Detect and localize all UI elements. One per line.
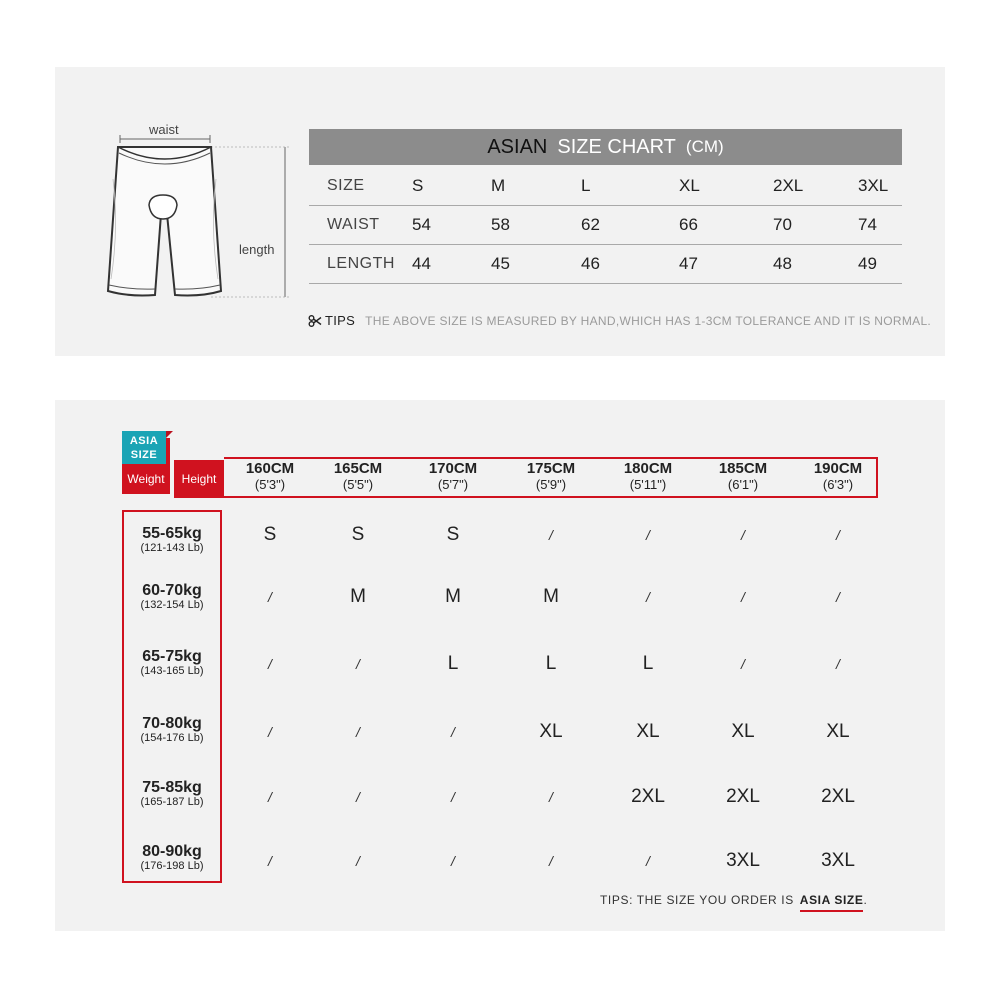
size-grid-cell: L (545, 653, 557, 674)
size-grid-cell: M (543, 586, 559, 607)
waist-cell: 58 (491, 215, 510, 234)
size-grid-cell: 2XL (821, 786, 855, 807)
height-ft: (5'11") (629, 477, 667, 492)
order-tip-highlight: ASIA SIZE (800, 893, 864, 912)
size-grid-cell: / (268, 656, 272, 672)
size-cell: S (412, 176, 424, 195)
size-grid-cell: / (549, 527, 553, 543)
size-grid-cell: / (549, 789, 553, 805)
size-chart-panel (55, 67, 945, 356)
size-cell: XL (679, 176, 700, 195)
size-grid-cell: 2XL (631, 786, 665, 807)
size-grid-cell: / (741, 527, 745, 543)
asia-size-badge (122, 431, 166, 464)
waist-cell: 54 (412, 215, 431, 234)
height-col (511, 461, 591, 493)
weight-lb: (154-176 Lb) (140, 732, 204, 744)
weight-kg: 65-75kg (142, 648, 202, 665)
size-grid-cell: XL (826, 721, 850, 742)
size-grid-cell: S (263, 524, 277, 545)
badge-side-strip (166, 438, 170, 464)
height-col (608, 461, 688, 493)
size-cell: M (491, 176, 506, 195)
size-grid-cell: 2XL (726, 786, 760, 807)
height-cm: 175CM (526, 460, 576, 477)
height-ft: (5'9") (535, 477, 567, 492)
size-grid-cell: M (445, 586, 461, 607)
size-row (309, 167, 902, 206)
measurement-tip (308, 313, 931, 328)
height-cm: 165CM (333, 460, 383, 477)
scissors-icon (308, 314, 322, 328)
badge-fold (166, 431, 173, 438)
weight-lb: (165-187 Lb) (140, 796, 204, 808)
length-cell: 47 (679, 254, 698, 273)
weight-lb: (143-165 Lb) (140, 665, 204, 677)
size-grid-cell: / (836, 527, 840, 543)
row-label: WAIST (327, 216, 380, 233)
shorts-diagram (103, 119, 293, 309)
weight-header: Weight (122, 464, 170, 494)
waist-row (309, 206, 902, 245)
height-col (798, 461, 878, 493)
size-grid-cell: / (646, 527, 650, 543)
length-cell: 46 (581, 254, 600, 273)
size-grid-cell: / (836, 589, 840, 605)
size-grid-cell: M (350, 586, 366, 607)
size-cell: L (581, 176, 591, 195)
waist-cell: 74 (858, 215, 877, 234)
size-grid-cell: S (351, 524, 365, 545)
weight-row-label (122, 582, 222, 612)
size-grid-cell: / (356, 853, 360, 869)
waist-cell: 70 (773, 215, 792, 234)
asia-badge-line2: SIZE (130, 449, 158, 461)
weight-kg: 55-65kg (142, 525, 202, 542)
size-grid-cell: 3XL (726, 850, 760, 871)
size-grid-cell: / (646, 853, 650, 869)
length-cell: 45 (491, 254, 510, 273)
row-label: SIZE (327, 177, 365, 194)
asia-badge-line1: ASIA (129, 435, 159, 447)
tips-text: THE ABOVE SIZE IS MEASURED BY HAND,WHICH HAS 1-3CM TOLERANCE AND IT IS NORMAL. (365, 313, 932, 328)
size-chart-header (309, 129, 902, 165)
size-grid-cell: / (549, 853, 553, 869)
size-grid-cell: / (356, 656, 360, 672)
size-grid-cell: 3XL (821, 850, 855, 871)
weight-kg: 70-80kg (142, 715, 202, 732)
height-col (703, 461, 783, 493)
size-grid-cell: / (268, 724, 272, 740)
order-tip (600, 893, 867, 912)
weight-kg: 80-90kg (142, 843, 202, 860)
size-grid-cell: L (447, 653, 459, 674)
waist-cell: 66 (679, 215, 698, 234)
size-grid-cell: / (356, 724, 360, 740)
length-cell: 49 (858, 254, 877, 273)
size-grid-cell: / (268, 589, 272, 605)
length-row (309, 245, 902, 284)
tips-label: TIPS (325, 313, 356, 328)
weight-row-label (122, 648, 222, 678)
size-grid-cell: L (642, 653, 654, 674)
weight-column-frame (122, 510, 222, 883)
row-label: LENGTH (327, 255, 395, 272)
order-tip-prefix: TIPS: THE SIZE YOU ORDER IS (600, 893, 794, 907)
shorts-outline (108, 147, 221, 296)
length-cell: 48 (773, 254, 792, 273)
size-grid-cell: / (836, 656, 840, 672)
weight-lb: (132-154 Lb) (140, 599, 204, 611)
height-ft: (6'3") (822, 477, 854, 492)
weight-row-label (122, 779, 222, 809)
weight-kg: 60-70kg (142, 582, 202, 599)
size-grid-cell: / (451, 789, 455, 805)
height-cm: 180CM (623, 460, 673, 477)
size-grid-cell: S (446, 524, 460, 545)
order-tip-suffix: . (863, 893, 868, 907)
size-grid-cell: / (451, 724, 455, 740)
header-asian: ASIAN (487, 135, 548, 158)
weight-row-label (122, 843, 222, 873)
waist-cell: 62 (581, 215, 600, 234)
size-grid-cell: XL (731, 721, 755, 742)
height-ft: (5'5") (342, 477, 374, 492)
length-cell: 44 (412, 254, 431, 273)
waist-label: waist (149, 122, 179, 137)
size-grid-cell: XL (636, 721, 660, 742)
weight-row-label (122, 525, 222, 555)
height-ft: (5'7") (437, 477, 469, 492)
height-ft: (5'3") (254, 477, 286, 492)
height-weight-panel (55, 400, 945, 931)
size-grid-cell: XL (539, 721, 563, 742)
size-grid-cell: / (268, 853, 272, 869)
height-cm: 190CM (813, 460, 863, 477)
weight-row-label (122, 715, 222, 745)
weight-kg: 75-85kg (142, 779, 202, 796)
size-grid-cell: / (268, 789, 272, 805)
height-cm: 170CM (428, 460, 478, 477)
height-header: Height (174, 460, 224, 498)
size-grid-cell: / (741, 589, 745, 605)
size-cell: 2XL (773, 176, 804, 195)
size-grid-cell: / (741, 656, 745, 672)
height-col (318, 461, 398, 493)
height-ft: (6'1") (727, 477, 759, 492)
pad-outline (149, 195, 177, 219)
height-cm: 160CM (245, 460, 295, 477)
height-cm: 185CM (718, 460, 768, 477)
header-size-chart: SIZE CHART (557, 135, 676, 158)
height-col (413, 461, 493, 493)
weight-lb: (121-143 Lb) (140, 542, 204, 554)
size-cell: 3XL (858, 176, 889, 195)
length-label: length (239, 242, 275, 257)
size-grid-cell: / (356, 789, 360, 805)
header-unit: (CM) (685, 137, 724, 156)
size-grid-cell: / (646, 589, 650, 605)
height-col (230, 461, 310, 493)
weight-lb: (176-198 Lb) (140, 860, 204, 872)
size-grid-cell: / (451, 853, 455, 869)
